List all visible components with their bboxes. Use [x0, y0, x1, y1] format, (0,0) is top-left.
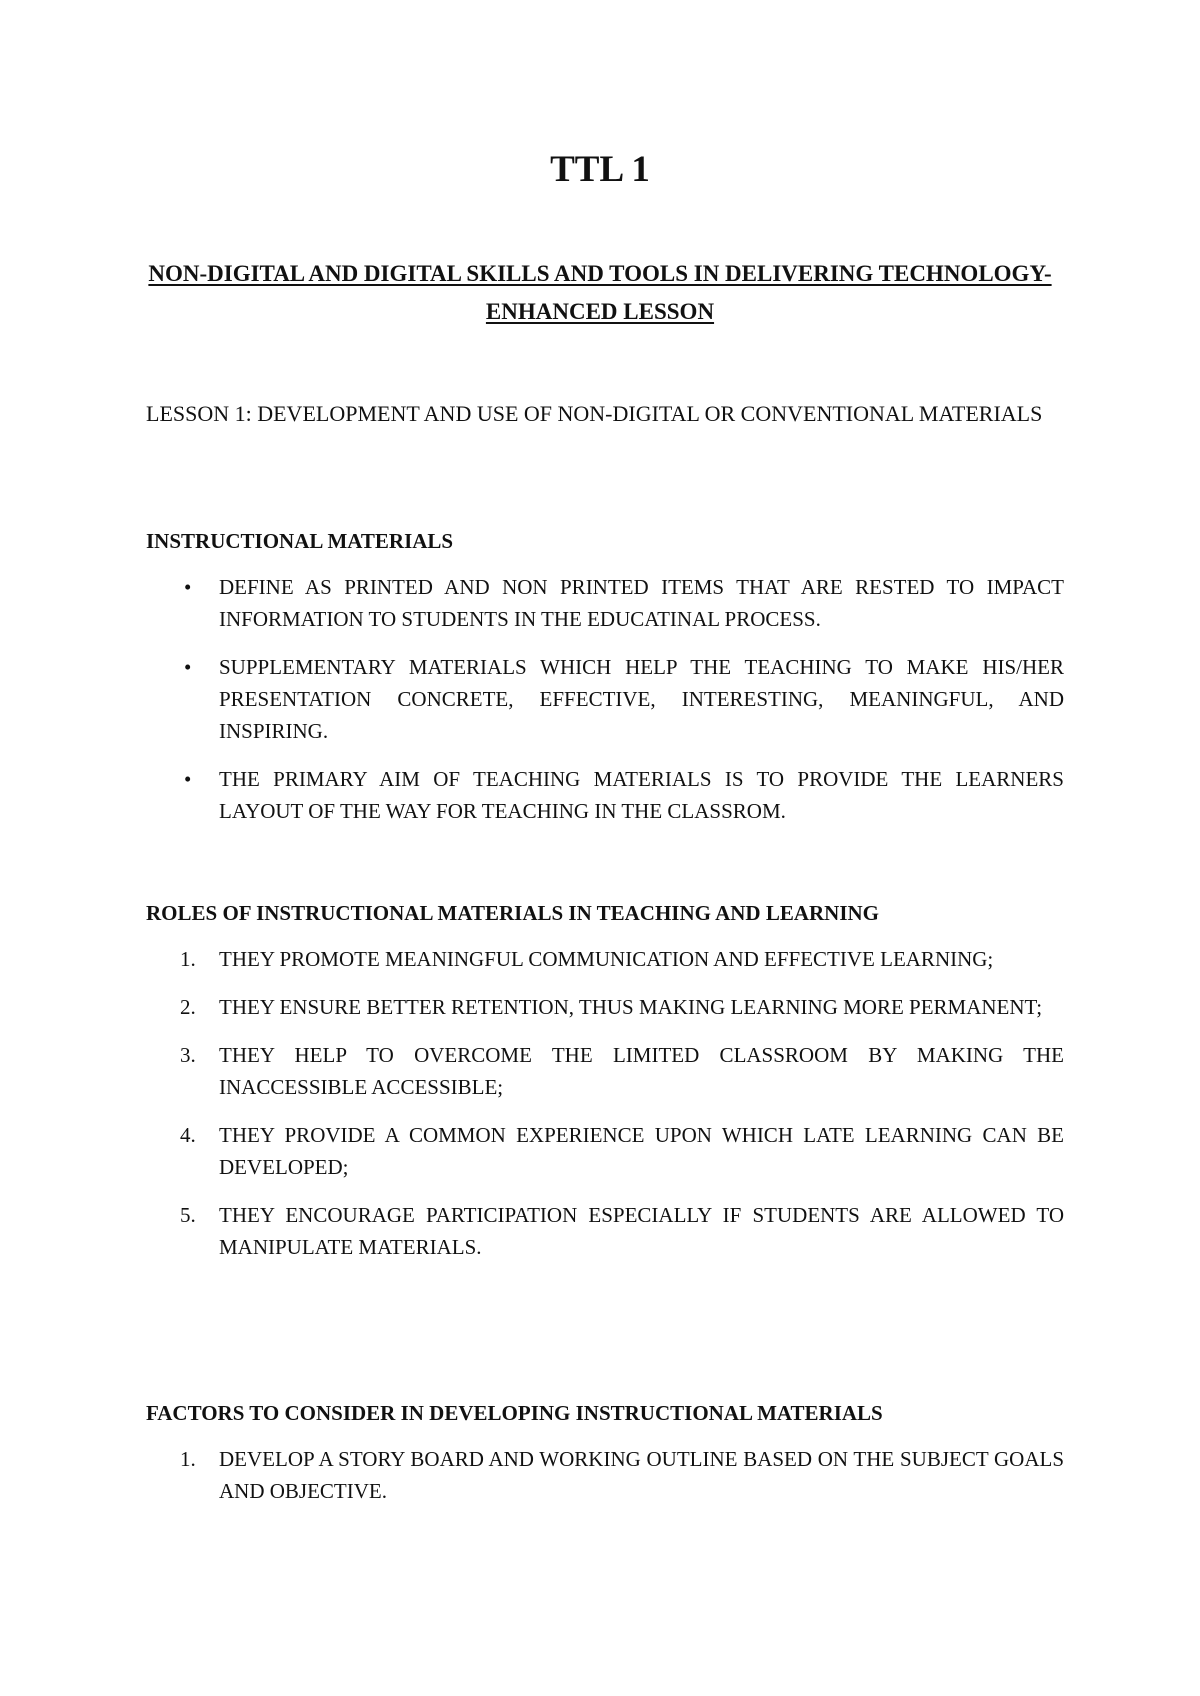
list-item [146, 991, 1064, 1023]
list-item-text: THEY ENSURE BETTER RETENTION, THUS MAKING LEARNING MORE PERMANENT; [219, 995, 1043, 1019]
list-number: 1. [180, 947, 196, 971]
lesson-heading: LESSON 1: DEVELOPMENT AND USE OF NON-DIGITAL OR CONVENTIONAL MATERIALS [146, 401, 1043, 426]
list-number: 5. [180, 1203, 196, 1227]
list-number: 3. [180, 1043, 196, 1067]
list-item-text: DEFINE AS PRINTED AND NON PRINTED ITEMS THAT ARE RESTED TO IMPACT INFORMATION TO STUDENTS IN THE EDUCATINAL PROCESS. [219, 575, 1064, 631]
document-subtitle: NON-DIGITAL AND DIGITAL SKILLS AND TOOLS IN DELIVERING TECHNOLOGY-ENHANCED LESSON [148, 261, 1052, 324]
list-item [146, 1443, 1064, 1507]
list-item-text: THEY ENCOURAGE PARTICIPATION ESPECIALLY IF STUDENTS ARE ALLOWED TO MANIPULATE MATERIALS. [219, 1203, 1064, 1259]
list-number: 1. [180, 1447, 196, 1471]
list-item [146, 651, 1064, 747]
section-instructional-materials [146, 525, 1064, 843]
section-heading: INSTRUCTIONAL MATERIALS [146, 529, 454, 553]
section-heading: ROLES OF INSTRUCTIONAL MATERIALS IN TEACHING AND LEARNING [146, 901, 880, 925]
section-roles [146, 897, 1064, 1279]
bullet-marker: • [184, 575, 192, 599]
list-item [146, 1119, 1064, 1183]
bullet-marker: • [184, 655, 192, 679]
list-number: 2. [180, 995, 196, 1019]
list-item [146, 943, 1064, 975]
list-item-text: THEY PROMOTE MEANINGFUL COMMUNICATION AND EFFECTIVE LEARNING; [219, 947, 994, 971]
section-factors [146, 1397, 1064, 1523]
list-item-text: THE PRIMARY AIM OF TEACHING MATERIALS IS TO PROVIDE THE LEARNERS LAYOUT OF THE WAY FOR TEACHING IN THE CLASSROM. [219, 767, 1064, 823]
list-number: 4. [180, 1123, 196, 1147]
list-item-text: SUPPLEMENTARY MATERIALS WHICH HELP THE TEACHING TO MAKE HIS/HER PRESENTATION CONCRETE, EFFECTIVE, INTERESTING, MEANINGFUL, AND INSPIRING. [219, 655, 1064, 743]
list-item-text: THEY PROVIDE A COMMON EXPERIENCE UPON WHICH LATE LEARNING CAN BE DEVELOPED; [219, 1123, 1064, 1179]
bullet-marker: • [184, 767, 192, 791]
list-item [146, 1039, 1064, 1103]
list-item-text: THEY HELP TO OVERCOME THE LIMITED CLASSROOM BY MAKING THE INACCESSIBLE ACCESSIBLE; [219, 1043, 1064, 1099]
list-item-text: DEVELOP A STORY BOARD AND WORKING OUTLINE BASED ON THE SUBJECT GOALS AND OBJECTIVE. [219, 1447, 1064, 1503]
list-item [146, 763, 1064, 827]
document-title: TTL 1 [550, 149, 650, 190]
list-item [146, 1199, 1064, 1263]
section-heading: FACTORS TO CONSIDER IN DEVELOPING INSTRUCTIONAL MATERIALS [146, 1401, 883, 1425]
list-item [146, 571, 1064, 635]
